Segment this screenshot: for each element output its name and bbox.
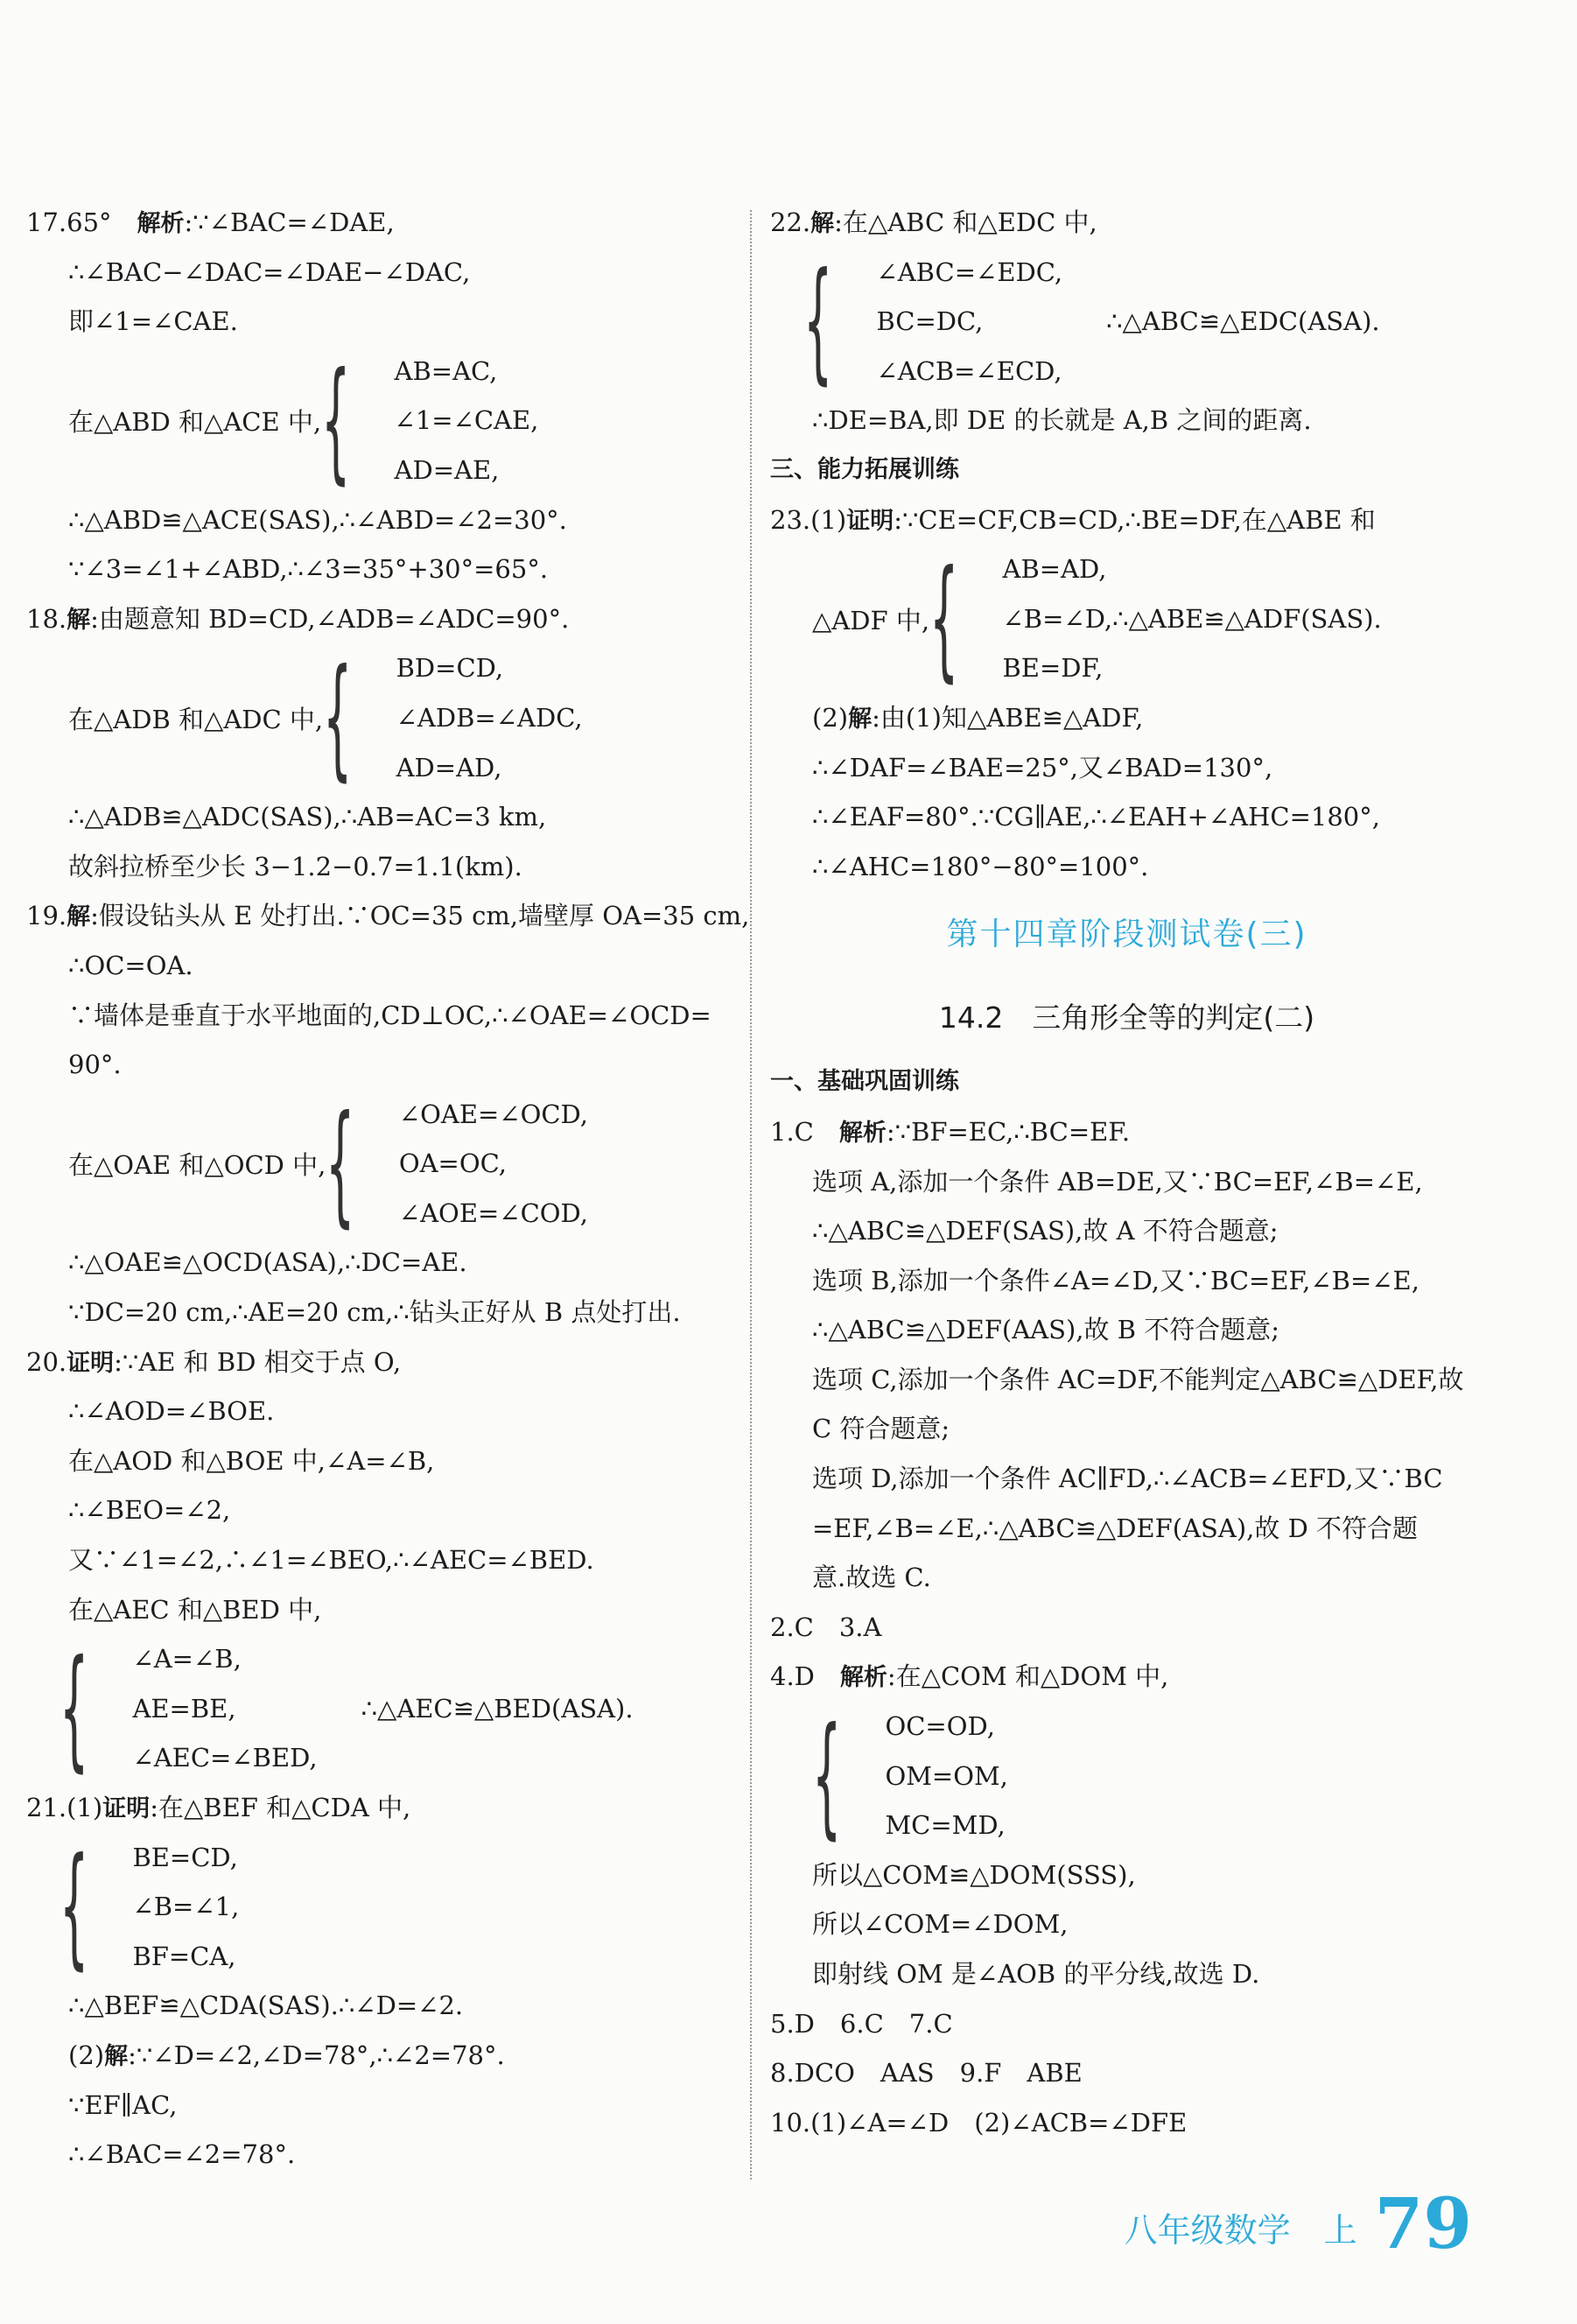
equation-system bbox=[26, 1830, 731, 1983]
answer-line: ∴∠EAF=80°.∵CG∥AE,∴∠EAH+∠AHC=180°, bbox=[812, 802, 1380, 832]
chapter-title: 第十四章阶段测试卷(三) bbox=[946, 916, 1307, 953]
brace-icon: { bbox=[323, 642, 353, 795]
equation: AD=AE, bbox=[394, 454, 500, 485]
right-column bbox=[770, 198, 1483, 2147]
answer-line: ∵墙体是垂直于水平地面的,CD⊥OC,∴∠OAE=∠OCD= bbox=[68, 1000, 711, 1030]
answer-line: ∴△ABC≌△DEF(AAS),故 B 不符合题意; bbox=[812, 1315, 1279, 1345]
answer-line: ∵∠3=∠1+∠ABD,∴∠3=35°+30°=65°. bbox=[68, 554, 549, 585]
equation: AD=AD, bbox=[396, 752, 502, 783]
answer-line: ∴∠BEO=∠2, bbox=[68, 1495, 231, 1526]
answer-line: C 符合题意; bbox=[812, 1414, 950, 1444]
answer-line: 选项 C,添加一个条件 AC=DF,不能判定△ABC≌△DEF,故 bbox=[812, 1364, 1464, 1394]
equation-system bbox=[770, 245, 1483, 398]
answer-line: ∴∠DAF=∠BAE=25°,又∠BAD=130°, bbox=[812, 752, 1273, 783]
brace-icon: { bbox=[60, 1830, 89, 1983]
answer-line: 19.解:假设钻头从 E 处打出.∵OC=35 cm,墙壁厚 OA=35 cm, bbox=[26, 901, 750, 931]
answer-line: 故斜拉桥至少长 3−1.2−0.7=1.1(km). bbox=[68, 851, 522, 881]
equation: BC=DC, bbox=[876, 306, 984, 337]
left-column bbox=[26, 198, 750, 2180]
system-prefix: △ADF 中, bbox=[812, 605, 930, 635]
answer-line: (2)解:∵∠D=∠2,∠D=78°,∴∠2=78°. bbox=[68, 2040, 505, 2070]
equation: OC=OD, bbox=[885, 1711, 995, 1742]
equation: ∠ABC=∠EDC, bbox=[876, 256, 1063, 287]
answer-line: 在△AOD 和△BOE 中,∠A=∠B, bbox=[68, 1445, 435, 1476]
answer-line: 在△AEC 和△BED 中, bbox=[68, 1594, 322, 1625]
answer-line: 22.解:在△ABC 和△EDC 中, bbox=[770, 207, 1097, 237]
answer-line: 又∵∠1=∠2,∴∠1=∠BEO,∴∠AEC=∠BED. bbox=[68, 1545, 594, 1576]
answer-line: 10.(1)∠A=∠D (2)∠ACB=∠DFE bbox=[770, 2107, 1188, 2138]
equation: AB=AD, bbox=[1002, 554, 1107, 585]
equation: ∠1=∠CAE, bbox=[394, 405, 539, 436]
brace-icon: { bbox=[929, 543, 959, 696]
equation: OA=OC, bbox=[398, 1148, 507, 1179]
answer-line: =EF,∠B=∠E,∴△ABC≌△DEF(ASA),故 D 不符合题 bbox=[812, 1513, 1419, 1543]
equation: ∠A=∠B, bbox=[132, 1644, 242, 1675]
equation: MC=MD, bbox=[885, 1810, 1006, 1841]
equation-system bbox=[26, 642, 731, 795]
answer-line: 5.D 6.C 7.C bbox=[770, 2008, 953, 2039]
answer-line: ∴△BEF≌△CDA(SAS).∴∠D=∠2. bbox=[68, 1990, 464, 2021]
answer-line: ∴△OAE≌△OCD(ASA),∴DC=AE. bbox=[68, 1247, 467, 1278]
answer-line: 所以∠COM=∠DOM, bbox=[812, 1909, 1069, 1940]
equation: OM=OM, bbox=[885, 1760, 1008, 1791]
equation: BF=CA, bbox=[132, 1941, 236, 1971]
system-conclusion: ∴△AEC≌△BED(ASA). bbox=[361, 1694, 634, 1724]
answer-line: 意.故选 C. bbox=[812, 1562, 931, 1593]
answer-line: 所以△COM≌△DOM(SSS), bbox=[812, 1859, 1136, 1890]
equation-system bbox=[770, 543, 1483, 696]
brace-icon: { bbox=[321, 344, 351, 497]
equation: BD=CD, bbox=[396, 653, 504, 684]
answer-line: 21.(1)证明:在△BEF 和△CDA 中, bbox=[26, 1793, 411, 1822]
answer-line: (2)解:由(1)知△ABE≌△ADF, bbox=[812, 702, 1144, 733]
answer-line: 23.(1)证明:∵CE=CF,CB=CD,∴BE=DF,在△ABE 和 bbox=[770, 504, 1376, 535]
answer-line: ∴△ADB≌△ADC(SAS),∴AB=AC=3 km, bbox=[68, 802, 547, 832]
system-prefix: 在△ADB 和△ADC 中, bbox=[68, 704, 324, 734]
answer-line: 即射线 OM 是∠AOB 的平分线,故选 D. bbox=[812, 1959, 1260, 1989]
book-title: 八年级数学 上 bbox=[1124, 2211, 1357, 2250]
system-prefix: 在△ABD 和△ACE 中, bbox=[68, 407, 322, 438]
answer-line: 选项 D,添加一个条件 AC∥FD,∴∠ACB=∠EFD,又∵BC bbox=[812, 1464, 1443, 1494]
answer-line: 4.D 解析:在△COM 和△DOM 中, bbox=[770, 1661, 1169, 1692]
section-heading: 三、能力拓展训练 bbox=[770, 455, 959, 483]
answer-line: 2.C 3.A bbox=[770, 1611, 882, 1642]
system-conclusion: ∴△ABC≌△EDC(ASA). bbox=[1106, 306, 1380, 337]
answer-line: 选项 A,添加一个条件 AB=DE,又∵BC=EF,∠B=∠E, bbox=[812, 1166, 1423, 1197]
answer-line: ∴△ABD≌△ACE(SAS),∴∠ABD=∠2=30°. bbox=[68, 504, 567, 535]
equation-system bbox=[26, 1087, 731, 1240]
answer-line: 18.解:由题意知 BD=CD,∠ADB=∠ADC=90°. bbox=[26, 603, 570, 634]
section-title: 14.2 三角形全等的判定(二) bbox=[938, 1001, 1315, 1036]
equation: ∠B=∠1, bbox=[132, 1892, 240, 1922]
brace-icon: { bbox=[803, 245, 833, 398]
answer-line: 17.65° 解析:∵∠BAC=∠DAE, bbox=[26, 207, 395, 237]
brace-icon: { bbox=[812, 1699, 842, 1852]
answer-line: ∵EF∥AC, bbox=[68, 2089, 178, 2120]
equation: ∠OAE=∠OCD, bbox=[398, 1099, 588, 1129]
equation: ∠AOE=∠COD, bbox=[398, 1197, 588, 1228]
answer-line: 即∠1=∠CAE. bbox=[68, 306, 238, 337]
answer-line: 20.证明:∵AE 和 BD 相交于点 O, bbox=[26, 1346, 402, 1377]
answer-line: 选项 B,添加一个条件∠A=∠D,又∵BC=EF,∠B=∠E, bbox=[812, 1265, 1419, 1295]
answer-line: ∴∠BAC=∠2=78°. bbox=[68, 2139, 296, 2170]
answer-line: ∴∠AOD=∠BOE. bbox=[68, 1396, 275, 1427]
brace-icon: { bbox=[60, 1632, 89, 1786]
page-number: 79 bbox=[1374, 2182, 1472, 2264]
column-divider bbox=[750, 210, 752, 2180]
page-footer bbox=[1124, 2182, 1472, 2264]
equation: BE=CD, bbox=[132, 1842, 238, 1872]
system-prefix: 在△OAE 和△OCD 中, bbox=[68, 1150, 326, 1181]
equation: ∠AEC=∠BED, bbox=[132, 1743, 318, 1773]
equation: ∠ADB=∠ADC, bbox=[396, 702, 583, 733]
brace-icon: { bbox=[326, 1087, 355, 1240]
equation: AB=AC, bbox=[394, 355, 498, 386]
equation-system bbox=[26, 344, 731, 497]
answer-line: ∵DC=20 cm,∴AE=20 cm,∴钻头正好从 B 点处打出. bbox=[68, 1297, 681, 1328]
answer-line: ∴OC=OA. bbox=[68, 950, 193, 980]
equation-system bbox=[770, 1699, 1483, 1852]
answer-line: 90°. bbox=[68, 1050, 122, 1080]
equation: BE=DF, bbox=[1002, 653, 1104, 684]
equation: ∠ACB=∠ECD, bbox=[876, 355, 1062, 386]
answer-line: 8.DCO AAS 9.F ABE bbox=[770, 2058, 1083, 2089]
equation-system bbox=[26, 1632, 731, 1786]
equation: AE=BE, bbox=[132, 1693, 236, 1724]
answer-line: 1.C 解析:∵BF=EC,∴BC=EF. bbox=[770, 1116, 1131, 1147]
answer-line: ∴∠AHC=180°−80°=100°. bbox=[812, 851, 1149, 881]
section-heading: 一、基础巩固训练 bbox=[770, 1068, 959, 1096]
answer-line: ∴△ABC≌△DEF(SAS),故 A 不符合题意; bbox=[812, 1216, 1279, 1246]
answer-line: ∴∠BAC−∠DAC=∠DAE−∠DAC, bbox=[68, 256, 471, 287]
answer-line: ∴DE=BA,即 DE 的长就是 A,B 之间的距离. bbox=[812, 405, 1312, 436]
equation: ∠B=∠D,∴△ABE≌△ADF(SAS). bbox=[1002, 603, 1382, 634]
